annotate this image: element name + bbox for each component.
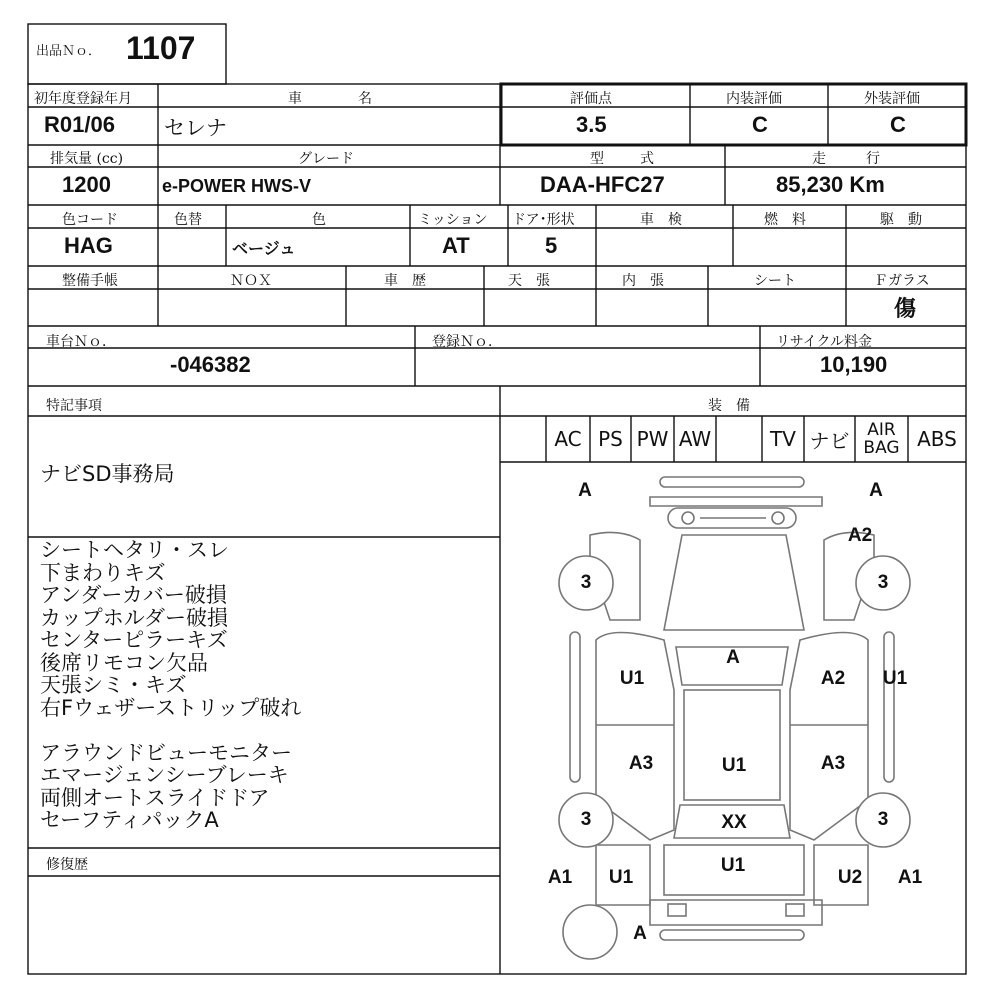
damage-rear-glass: XX (721, 812, 747, 833)
cc-value: 1200 (62, 172, 111, 197)
car-name: セレナ (164, 116, 227, 140)
glass-label: Ｆガラス (874, 273, 930, 289)
note-line: セーフティパックA (40, 808, 219, 832)
damage-rear-left-quarter: U1 (608, 867, 634, 888)
lot-label: 出品Ｎｏ． (36, 44, 102, 59)
model-value: DAA-HFC27 (540, 172, 665, 197)
damage-rear-right-quarter: U2 (837, 867, 863, 888)
glass-value: 傷 (894, 297, 917, 322)
color-code-label: 色コード (62, 212, 118, 228)
damage-left-front-door: U1 (619, 668, 645, 689)
inspection-label: 車 検 (640, 212, 682, 228)
note-line: 下まわりキズ (40, 560, 166, 585)
damage-right-front-pillar: A2 (820, 668, 846, 689)
note-line: センターピラーキズ (40, 628, 228, 652)
grade-value: e-POWER HWS-V (162, 176, 312, 196)
equipment-item: ナビ (809, 428, 850, 453)
repaint-label: 色替 (174, 212, 202, 228)
equipment-item: TV (770, 427, 796, 451)
note-line: 両側オートスライドドア (40, 785, 270, 810)
equipment-item: ABS (917, 427, 957, 451)
equipment-item: PW (636, 427, 669, 451)
roof-label: 天 張 (508, 273, 550, 289)
damage-front-right: A (869, 480, 883, 501)
note-line: アンダーカバー破損 (40, 583, 227, 607)
damage-spare: A (633, 923, 647, 944)
mission-value: AT (442, 233, 470, 258)
reg-value: R01/06 (44, 112, 115, 137)
name-label-a: 車 (288, 91, 302, 107)
notes-label: 特記事項 (46, 398, 102, 414)
recycle-label: リサイクル料金 (776, 334, 873, 350)
damage-rear-left-corner: A1 (547, 867, 573, 888)
seat-label: シート (754, 273, 796, 289)
equipment-item: AW (678, 427, 712, 451)
mileage-label-a: 走 (812, 151, 826, 167)
interior-lining-label: 内 張 (622, 273, 664, 289)
damage-left-rear-door: A3 (628, 753, 654, 774)
model-label-b: 式 (640, 151, 654, 167)
score-label: 評価点 (570, 91, 612, 107)
cc-label: 排気量 (cc) (50, 151, 124, 167)
color-label: 色 (312, 212, 326, 228)
door-value: 5 (545, 233, 558, 258)
mission-label: ミッション (418, 212, 488, 228)
equipment-item: AIR BAG (863, 420, 900, 458)
damage-right-rear-tire: 3 (877, 809, 889, 830)
exterior-label: 外装評価 (864, 91, 920, 107)
name-label-b: 名 (358, 91, 372, 107)
history-label: 車 歴 (384, 273, 426, 289)
grade-label: グレード (298, 151, 354, 167)
equipment-item (500, 416, 546, 462)
damage-roof: U1 (721, 755, 747, 776)
exterior-value: C (890, 112, 906, 137)
damage-left-rear-tire: 3 (580, 809, 592, 830)
equipment-item: PS (598, 427, 623, 451)
interior-value: C (752, 112, 768, 137)
service-label: 整備手帳 (62, 273, 118, 289)
equipment-item (716, 416, 762, 462)
note-line: シートヘタリ・スレ (40, 538, 229, 562)
chassis-label: 車台Ｎｏ． (46, 334, 116, 350)
damage-right-rear-door: A3 (820, 753, 846, 774)
top-note: ナビSD事務局 (40, 462, 175, 486)
recycle-value: 10,190 (820, 352, 888, 377)
chassis-value: -046382 (170, 352, 251, 377)
note-line (40, 719, 301, 742)
damage-right-front-door: U1 (882, 668, 908, 689)
note-line: 右Fウェザーストリップ破れ (40, 695, 302, 720)
lot-number: 1107 (126, 30, 196, 66)
note-line: 天張シミ・キズ (40, 673, 187, 697)
note-line: アラウンドビューモニター (40, 740, 292, 765)
note-line: エマージェンシーブレーキ (40, 763, 289, 787)
mileage-label-b: 行 (866, 151, 880, 167)
damage-right-fender-top: A2 (847, 525, 873, 546)
color-code-value: HAG (64, 233, 113, 258)
reg-label: 初年度登録年月 (34, 91, 132, 107)
mileage-value: 85,230 Km (776, 172, 885, 197)
damage-front-left: A (578, 480, 592, 501)
model-label-a: 型 (590, 151, 604, 167)
nox-label: ＮＯＸ (230, 273, 272, 289)
damage-right-front-tire: 3 (877, 572, 889, 593)
color-value: ベージュ (232, 239, 296, 258)
interior-label: 内装評価 (726, 91, 782, 107)
note-line: 後席リモコン欠品 (40, 650, 208, 675)
damage-rear-right-corner: A1 (897, 867, 923, 888)
damage-tailgate: U1 (720, 855, 746, 876)
drive-label: 駆 動 (880, 212, 922, 228)
equipment-label: 装 備 (708, 398, 750, 414)
damage-left-front-tire: 3 (580, 572, 592, 593)
repair-label: 修復歴 (46, 857, 88, 873)
equipment-item: AC (554, 427, 582, 451)
damage-hood: A (726, 647, 740, 668)
notes-list (40, 539, 301, 832)
score-value: 3.5 (576, 112, 607, 137)
fuel-label: 燃 料 (764, 212, 806, 228)
regno-label: 登録Ｎｏ． (432, 334, 502, 350)
door-label: ドア･形状 (512, 212, 575, 228)
note-line: カップホルダー破損 (40, 605, 228, 630)
